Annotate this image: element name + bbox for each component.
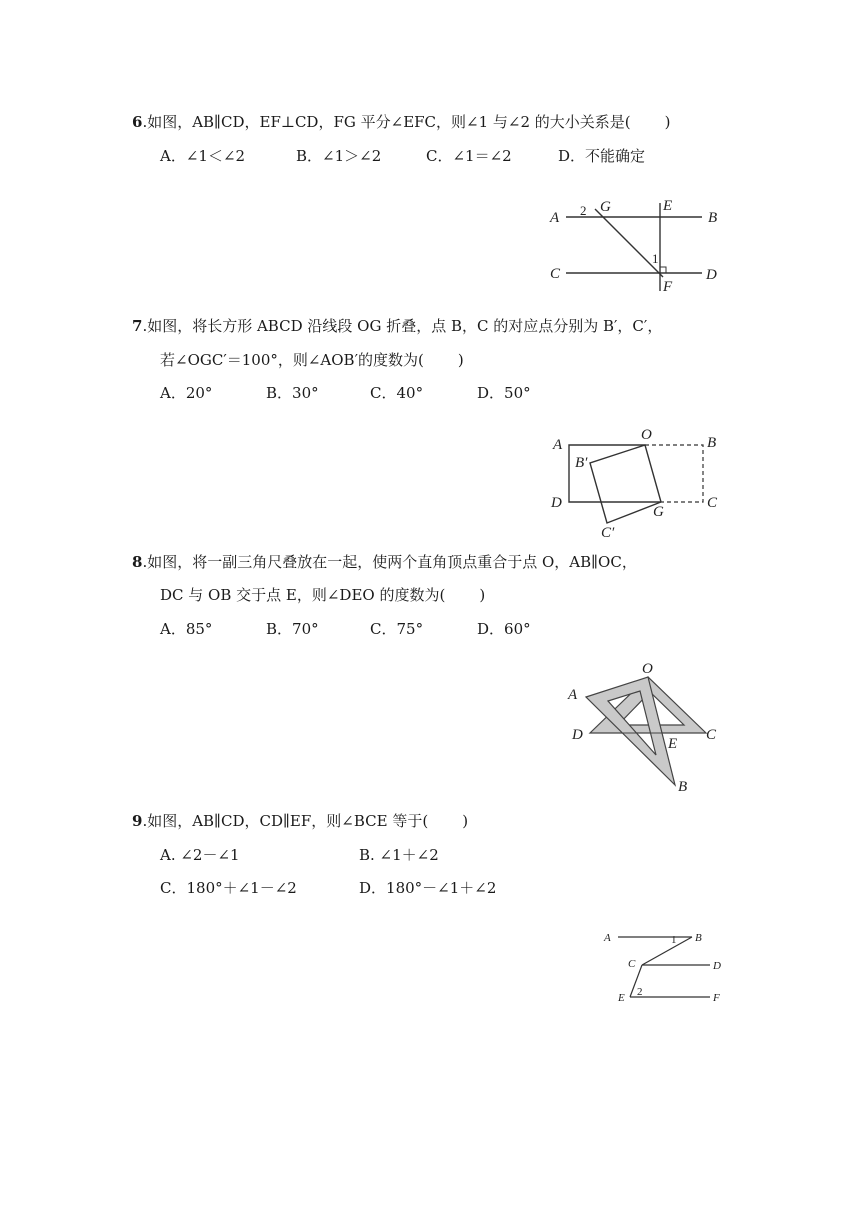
question-number: 7 bbox=[132, 317, 143, 335]
label-c: C bbox=[707, 495, 718, 511]
stem-text-end: ) bbox=[479, 586, 486, 604]
label-e: E bbox=[668, 736, 678, 752]
label-o: O bbox=[642, 661, 653, 677]
right-angle-mark bbox=[660, 267, 666, 273]
label-c-prime: C′ bbox=[601, 525, 615, 541]
angle-1-label: 1 bbox=[652, 251, 659, 266]
label-d: D bbox=[551, 495, 562, 511]
label-c: C bbox=[628, 958, 636, 970]
stem-text: .如图，AB∥CD，EF⊥CD，FG 平分∠EFC，则∠1 与∠2 的大小关系是( bbox=[142, 113, 631, 131]
label-g: G bbox=[600, 199, 611, 215]
figure-8 bbox=[560, 655, 730, 800]
question-7-stem bbox=[132, 316, 662, 336]
stem-text-end: ) bbox=[664, 113, 671, 131]
label-d: D bbox=[706, 267, 717, 283]
segment-bc bbox=[642, 937, 692, 965]
figure-9 bbox=[600, 925, 730, 1010]
option-b[interactable]: B．30° bbox=[266, 384, 319, 402]
angle-2-label: 2 bbox=[637, 986, 643, 998]
label-b-prime: B′ bbox=[575, 455, 588, 471]
label-c: C bbox=[706, 727, 717, 743]
label-d: D bbox=[713, 960, 721, 972]
question-6-stem bbox=[132, 112, 671, 132]
option-a[interactable]: A．20° bbox=[160, 384, 213, 402]
label-b: B bbox=[707, 435, 717, 451]
stem-text-end: ) bbox=[457, 351, 464, 369]
stem-text: DC 与 OB 交于点 E，则∠DEO 的度数为( bbox=[160, 586, 446, 604]
question-number: 6 bbox=[132, 113, 143, 131]
option-c[interactable]: C．∠1＝∠2 bbox=[426, 147, 512, 165]
stem-text-end: ) bbox=[462, 812, 469, 830]
question-number: 9 bbox=[132, 812, 143, 830]
option-a[interactable]: A. ∠2－∠1 bbox=[160, 846, 240, 864]
label-b: B bbox=[678, 779, 688, 795]
label-d: D bbox=[572, 727, 583, 743]
figure-6 bbox=[540, 195, 730, 295]
option-b[interactable]: B．70° bbox=[266, 620, 319, 638]
label-c: C bbox=[550, 266, 561, 282]
option-c[interactable]: C．40° bbox=[370, 384, 424, 402]
stem-text: .如图，AB∥CD，CD∥EF，则∠BCE 等于( bbox=[142, 812, 429, 830]
label-o: O bbox=[641, 427, 652, 443]
label-a: A bbox=[604, 932, 611, 944]
option-d[interactable]: D．60° bbox=[477, 620, 531, 638]
label-b: B bbox=[695, 932, 702, 944]
question-8-stem bbox=[132, 552, 637, 572]
option-a[interactable]: A．∠1＜∠2 bbox=[160, 147, 246, 165]
label-g: G bbox=[653, 504, 664, 520]
option-d[interactable]: D．50° bbox=[477, 384, 531, 402]
stem-text: .如图，将长方形 ABCD 沿线段 OG 折叠，点 B，C 的对应点分别为 B′，C′， bbox=[142, 317, 663, 335]
option-a[interactable]: A．85° bbox=[160, 620, 213, 638]
label-f: F bbox=[713, 992, 720, 1004]
option-d[interactable]: D．不能确定 bbox=[558, 147, 646, 165]
option-b[interactable]: B. ∠1＋∠2 bbox=[359, 846, 439, 864]
folded-quadrilateral bbox=[590, 445, 661, 523]
label-a: A bbox=[550, 210, 560, 226]
label-a: A bbox=[568, 687, 578, 703]
label-e: E bbox=[663, 198, 673, 214]
stem-text: .如图，将一副三角尺叠放在一起，使两个直角顶点重合于点 O，AB∥OC， bbox=[142, 553, 637, 571]
label-e: E bbox=[618, 992, 625, 1004]
segment-fg bbox=[595, 209, 663, 277]
option-c[interactable]: C．180°＋∠1－∠2 bbox=[160, 879, 297, 897]
angle-2-label: 2 bbox=[580, 203, 587, 218]
question-number: 8 bbox=[132, 553, 143, 571]
question-9-stem bbox=[132, 811, 468, 831]
label-f: F bbox=[663, 279, 673, 295]
option-b[interactable]: B．∠1＞∠2 bbox=[296, 147, 382, 165]
question-8-stem-line2 bbox=[160, 585, 485, 605]
figure-7 bbox=[545, 425, 730, 545]
question-7-stem-line2 bbox=[160, 350, 464, 370]
option-d[interactable]: D．180°－∠1＋∠2 bbox=[359, 879, 497, 897]
label-a: A bbox=[553, 437, 563, 453]
stem-text: 若∠OGC′＝100°，则∠AOB′的度数为( bbox=[160, 351, 424, 369]
label-b: B bbox=[708, 210, 718, 226]
option-c[interactable]: C．75° bbox=[370, 620, 424, 638]
angle-1-label: 1 bbox=[671, 934, 677, 946]
